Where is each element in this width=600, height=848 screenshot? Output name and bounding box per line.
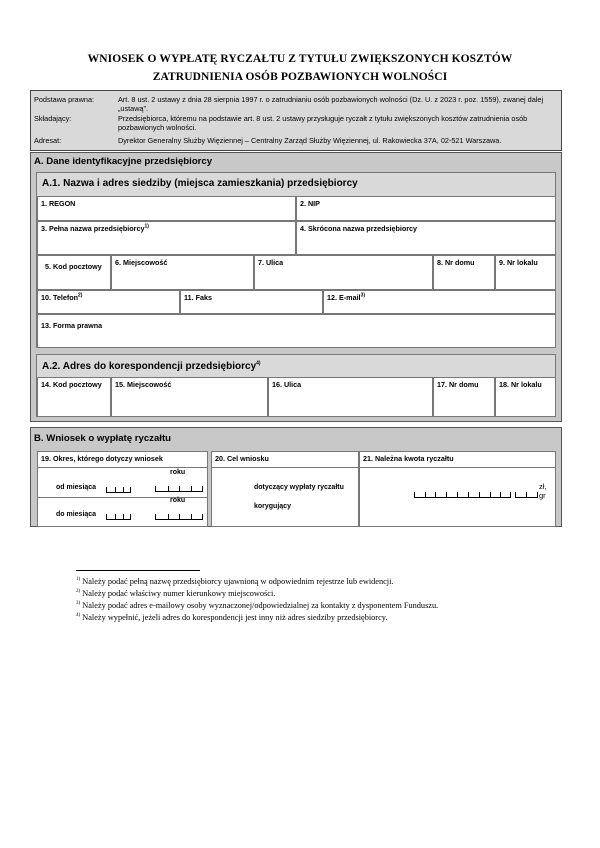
corr-house-number-field[interactable] [433,377,495,417]
period-divider-top [37,467,208,468]
purpose-option-correction[interactable]: korygujący [254,503,291,510]
period-label: 19. Okres, którego dotyczy wniosek [41,454,163,463]
form-title-line-2: ZATRUDNIENIA OSÓB POZBAWIONYCH WOLNOŚCI [152,71,448,83]
legal-info-box [30,90,562,151]
fax-label: 11. Faks [184,293,212,302]
from-year-input[interactable] [155,486,203,492]
addressee-label: Adresat: [34,136,62,145]
full-name-label: 3. Pełna nazwa przedsiębiorcy [41,224,145,233]
corr-street-label: 16. Ulica [272,380,302,389]
corr-postal-code-label: 14. Kod pocztowy [41,380,102,389]
nip-field[interactable] [296,196,556,221]
amount-gr-input[interactable] [515,492,538,498]
from-month-input[interactable] [106,487,131,493]
corr-city-field[interactable] [111,377,268,417]
subsection-a1-title: A.1. Nazwa i adres siedziby (miejsca zamieszkania) przedsiębiorcy [42,178,358,189]
phone-footnote-ref: 2) [78,292,83,299]
full-name-footnote-ref: 1) [144,223,149,230]
footnote-3-number: 3) [76,601,81,607]
postal-code-field[interactable] [37,255,111,290]
phone-field[interactable] [37,290,180,314]
amount-divider [359,467,556,468]
footnote-4 [76,613,387,623]
section-b-title: B. Wniosek o wypłatę ryczałtu [34,433,172,444]
house-number-label: 8. Nr domu [437,258,475,267]
legal-basis-text: Art. 8 ust. 2 ustawy z dnia 28 sierpnia 1997 r. o zatrudnianiu osób pozbawionych wolności (Dz. U. z 2023 r. poz. 1559), zwanej dalej „ustawą”. [118,95,544,113]
a2-footnote-ref: 4) [256,360,261,367]
to-year-label: roku [170,497,186,504]
from-year-label: roku [170,469,186,476]
fax-field[interactable] [180,290,323,314]
footnote-3 [76,601,438,611]
currency-gr-label: gr [539,491,546,500]
full-name-field[interactable] [37,221,296,255]
email-label: 12. E-mail [327,293,361,302]
section-a-title: A. Dane identyfikacyjne przedsiębiorcy [34,156,213,167]
city-label: 6. Miejscowość [115,258,168,267]
short-name-field[interactable] [296,221,556,255]
house-number-field[interactable] [433,255,495,290]
email-field[interactable] [323,290,556,314]
footnote-3-text: Należy podać adres e-mailowy osoby wyznaczonej/odpowiedzialnej za kontakty z dysponentem Funduszu. [82,601,439,610]
footnote-1-number: 1) [76,577,81,583]
amount-zl-input[interactable] [414,492,511,498]
apartment-number-label: 9. Nr lokalu [499,258,538,267]
regon-label: 1. REGON [41,199,76,208]
street-label: 7. Ulica [258,258,284,267]
to-year-input[interactable] [155,514,203,520]
to-month-label: do miesiąca [56,511,97,518]
legal-form-field[interactable] [37,314,556,348]
subsection-a2-title-text: A.2. Adres do korespondencji przedsiębiorcy [42,361,257,372]
corr-apartment-number-field[interactable] [495,377,556,417]
regon-field[interactable] [37,196,296,221]
footnote-separator [76,570,200,571]
footnote-1 [76,577,394,587]
postal-code-label: 5. Kod pocztowy [45,262,102,271]
footnote-1-text: Należy podać pełną nazwę przedsiębiorcy ujawnioną w odpowiednim rejestrze lub ewidencji. [82,577,394,586]
footnote-2-number: 2) [76,589,81,595]
purpose-option-payment[interactable]: dotyczący wypłaty ryczałtu [254,484,344,491]
corr-city-label: 15. Miejscowość [115,380,172,389]
currency-zl-label: zł, [539,482,547,491]
purpose-label: 20. Cel wniosku [215,454,269,463]
footnote-4-number: 4) [76,613,81,619]
addressee-text: Dyrektor Generalny Służby Więziennej – Centralny Zarząd Służby Więziennej, ul. Rakowiecka 37A, 02-521 Warszawa. [118,136,502,145]
to-month-input[interactable] [106,514,131,520]
corr-house-number-label: 17. Nr domu [437,380,479,389]
form-title-line-1: WNIOSEK O WYPŁATĘ RYCZAŁTU Z TYTUŁU ZWIĘKSZONYCH KOSZTÓW [87,53,513,65]
nip-label: 2. NIP [300,199,320,208]
footnote-4-text: Należy wypełnić, jeżeli adres do korespondencji jest inny niż adres siedziby przedsiębiorcy. [82,613,388,622]
submitter-text: Przedsiębiorca, któremu na podstawie art. 8 ust. 2 ustawy przysługuje ryczałt z tytułu zwiększonych kosztów zatrudnienia osób pozbawionych wolności. [118,114,528,132]
subsection-a2-title [42,361,261,372]
city-field[interactable] [111,255,254,290]
legal-basis-label: Podstawa prawna: [34,95,95,104]
corr-apartment-number-label: 18. Nr lokalu [499,380,542,389]
apartment-number-field[interactable] [495,255,556,290]
amount-field [359,451,556,527]
corr-postal-code-field[interactable] [37,377,111,417]
submitter-label: Składający: [34,114,72,123]
email-footnote-ref: 3) [360,292,366,299]
short-name-label: 4. Skrócona nazwa przedsiębiorcy [300,224,418,233]
footnote-2 [76,589,275,599]
footnote-2-text: Należy podać właściwy numer kierunkowy miejscowości. [82,589,276,598]
corr-street-field[interactable] [268,377,433,417]
phone-label: 10. Telefon [41,293,79,302]
from-month-label: od miesiąca [56,484,97,491]
street-field[interactable] [254,255,433,290]
amount-label: 21. Należna kwota ryczałtu [363,454,454,463]
legal-form-label: 13. Forma prawna [41,321,103,330]
purpose-divider [211,467,359,468]
